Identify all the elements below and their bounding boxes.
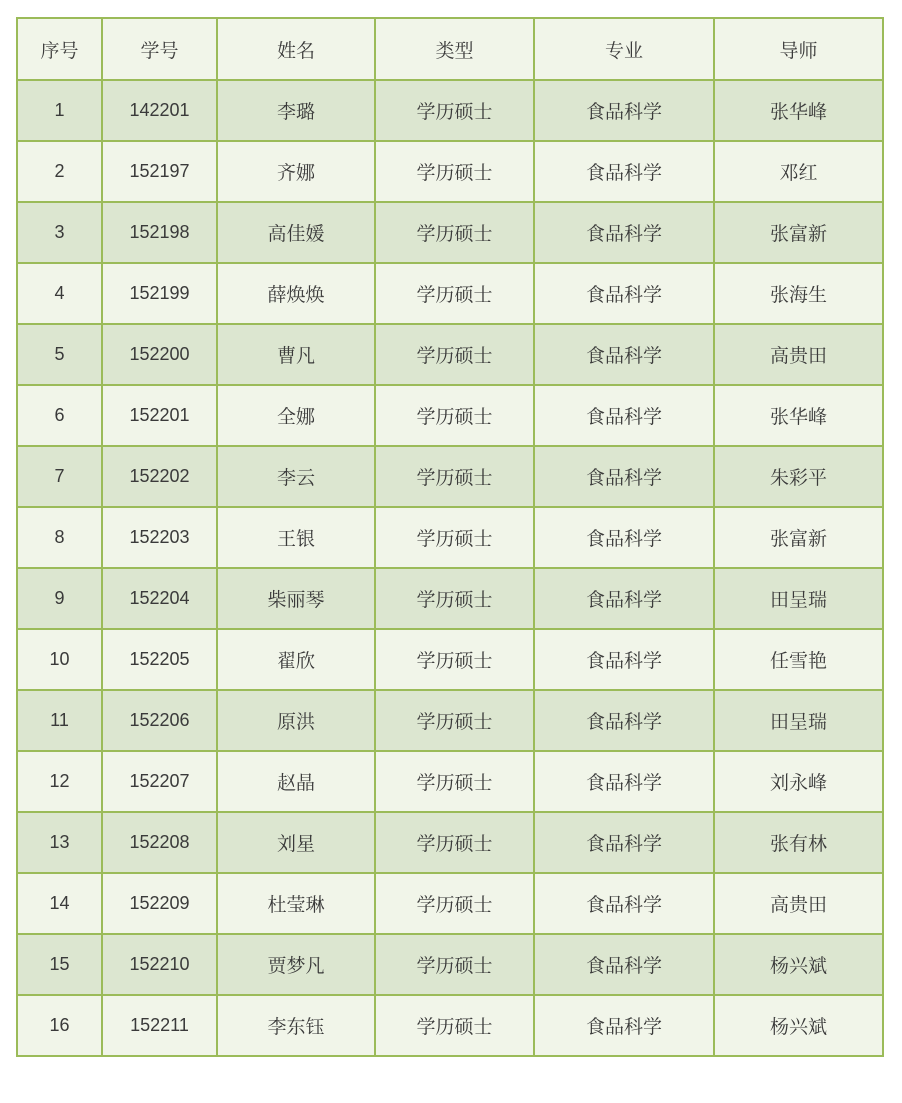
cell-major: 食品科学 bbox=[534, 507, 714, 568]
cell-major: 食品科学 bbox=[534, 80, 714, 141]
cell-index: 6 bbox=[17, 385, 102, 446]
cell-type: 学历硕士 bbox=[375, 690, 534, 751]
cell-major: 食品科学 bbox=[534, 568, 714, 629]
table-row bbox=[17, 202, 883, 263]
cell-type: 学历硕士 bbox=[375, 263, 534, 324]
cell-student-id: 152205 bbox=[102, 629, 217, 690]
cell-index: 16 bbox=[17, 995, 102, 1056]
cell-major: 食品科学 bbox=[534, 629, 714, 690]
cell-index: 3 bbox=[17, 202, 102, 263]
cell-name: 李东钰 bbox=[217, 995, 375, 1056]
table-row bbox=[17, 690, 883, 751]
cell-name: 李云 bbox=[217, 446, 375, 507]
cell-student-id: 152206 bbox=[102, 690, 217, 751]
cell-type: 学历硕士 bbox=[375, 141, 534, 202]
cell-student-id: 152203 bbox=[102, 507, 217, 568]
header-major: 专业 bbox=[534, 18, 714, 80]
cell-name: 柴丽琴 bbox=[217, 568, 375, 629]
cell-index: 11 bbox=[17, 690, 102, 751]
cell-student-id: 152208 bbox=[102, 812, 217, 873]
cell-student-id: 152197 bbox=[102, 141, 217, 202]
cell-type: 学历硕士 bbox=[375, 324, 534, 385]
cell-major: 食品科学 bbox=[534, 263, 714, 324]
cell-major: 食品科学 bbox=[534, 385, 714, 446]
cell-index: 4 bbox=[17, 263, 102, 324]
cell-name: 翟欣 bbox=[217, 629, 375, 690]
table-row bbox=[17, 80, 883, 141]
table-row bbox=[17, 568, 883, 629]
cell-advisor: 田呈瑞 bbox=[714, 690, 883, 751]
cell-major: 食品科学 bbox=[534, 995, 714, 1056]
cell-name: 赵晶 bbox=[217, 751, 375, 812]
cell-major: 食品科学 bbox=[534, 812, 714, 873]
cell-advisor: 张富新 bbox=[714, 507, 883, 568]
cell-name: 刘星 bbox=[217, 812, 375, 873]
cell-advisor: 高贵田 bbox=[714, 873, 883, 934]
table-row bbox=[17, 812, 883, 873]
cell-advisor: 张富新 bbox=[714, 202, 883, 263]
cell-name: 齐娜 bbox=[217, 141, 375, 202]
cell-advisor: 张海生 bbox=[714, 263, 883, 324]
cell-advisor: 杨兴斌 bbox=[714, 934, 883, 995]
cell-type: 学历硕士 bbox=[375, 202, 534, 263]
student-table bbox=[16, 17, 884, 1057]
cell-type: 学历硕士 bbox=[375, 873, 534, 934]
cell-name: 高佳媛 bbox=[217, 202, 375, 263]
cell-advisor: 田呈瑞 bbox=[714, 568, 883, 629]
cell-advisor: 任雪艳 bbox=[714, 629, 883, 690]
cell-advisor: 杨兴斌 bbox=[714, 995, 883, 1056]
cell-student-id: 152204 bbox=[102, 568, 217, 629]
cell-advisor: 朱彩平 bbox=[714, 446, 883, 507]
cell-name: 曹凡 bbox=[217, 324, 375, 385]
cell-index: 5 bbox=[17, 324, 102, 385]
cell-student-id: 152201 bbox=[102, 385, 217, 446]
cell-index: 15 bbox=[17, 934, 102, 995]
cell-student-id: 152207 bbox=[102, 751, 217, 812]
cell-name: 李璐 bbox=[217, 80, 375, 141]
table-body bbox=[17, 80, 883, 1056]
cell-name: 王银 bbox=[217, 507, 375, 568]
cell-name: 全娜 bbox=[217, 385, 375, 446]
table-row bbox=[17, 873, 883, 934]
cell-type: 学历硕士 bbox=[375, 629, 534, 690]
cell-student-id: 152202 bbox=[102, 446, 217, 507]
cell-type: 学历硕士 bbox=[375, 568, 534, 629]
header-row bbox=[17, 18, 883, 80]
cell-student-id: 152200 bbox=[102, 324, 217, 385]
cell-student-id: 152199 bbox=[102, 263, 217, 324]
header-type: 类型 bbox=[375, 18, 534, 80]
cell-index: 9 bbox=[17, 568, 102, 629]
cell-student-id: 152209 bbox=[102, 873, 217, 934]
cell-type: 学历硕士 bbox=[375, 446, 534, 507]
cell-name: 薛焕焕 bbox=[217, 263, 375, 324]
table-row bbox=[17, 934, 883, 995]
cell-index: 14 bbox=[17, 873, 102, 934]
table-row bbox=[17, 324, 883, 385]
table-row bbox=[17, 446, 883, 507]
cell-index: 10 bbox=[17, 629, 102, 690]
cell-advisor: 张华峰 bbox=[714, 385, 883, 446]
cell-major: 食品科学 bbox=[534, 873, 714, 934]
cell-type: 学历硕士 bbox=[375, 812, 534, 873]
cell-advisor: 张有林 bbox=[714, 812, 883, 873]
table-row bbox=[17, 507, 883, 568]
table-row bbox=[17, 385, 883, 446]
student-table-container bbox=[16, 17, 882, 1057]
cell-index: 7 bbox=[17, 446, 102, 507]
cell-type: 学历硕士 bbox=[375, 80, 534, 141]
cell-name: 杜莹琳 bbox=[217, 873, 375, 934]
table-row bbox=[17, 263, 883, 324]
table-row bbox=[17, 629, 883, 690]
cell-major: 食品科学 bbox=[534, 202, 714, 263]
cell-major: 食品科学 bbox=[534, 690, 714, 751]
cell-advisor: 高贵田 bbox=[714, 324, 883, 385]
table-header bbox=[17, 18, 883, 80]
cell-major: 食品科学 bbox=[534, 324, 714, 385]
cell-index: 2 bbox=[17, 141, 102, 202]
header-student-id: 学号 bbox=[102, 18, 217, 80]
header-advisor: 导师 bbox=[714, 18, 883, 80]
table-row bbox=[17, 751, 883, 812]
table-row bbox=[17, 995, 883, 1056]
cell-major: 食品科学 bbox=[534, 141, 714, 202]
cell-student-id: 152198 bbox=[102, 202, 217, 263]
cell-major: 食品科学 bbox=[534, 446, 714, 507]
cell-advisor: 刘永峰 bbox=[714, 751, 883, 812]
cell-type: 学历硕士 bbox=[375, 507, 534, 568]
table-row bbox=[17, 141, 883, 202]
cell-student-id: 152210 bbox=[102, 934, 217, 995]
cell-major: 食品科学 bbox=[534, 751, 714, 812]
cell-index: 12 bbox=[17, 751, 102, 812]
header-index: 序号 bbox=[17, 18, 102, 80]
cell-type: 学历硕士 bbox=[375, 995, 534, 1056]
cell-index: 1 bbox=[17, 80, 102, 141]
cell-type: 学历硕士 bbox=[375, 385, 534, 446]
cell-advisor: 张华峰 bbox=[714, 80, 883, 141]
cell-index: 8 bbox=[17, 507, 102, 568]
cell-advisor: 邓红 bbox=[714, 141, 883, 202]
cell-student-id: 142201 bbox=[102, 80, 217, 141]
cell-name: 贾梦凡 bbox=[217, 934, 375, 995]
cell-student-id: 152211 bbox=[102, 995, 217, 1056]
cell-major: 食品科学 bbox=[534, 934, 714, 995]
cell-type: 学历硕士 bbox=[375, 934, 534, 995]
header-name: 姓名 bbox=[217, 18, 375, 80]
cell-type: 学历硕士 bbox=[375, 751, 534, 812]
cell-name: 原洪 bbox=[217, 690, 375, 751]
cell-index: 13 bbox=[17, 812, 102, 873]
